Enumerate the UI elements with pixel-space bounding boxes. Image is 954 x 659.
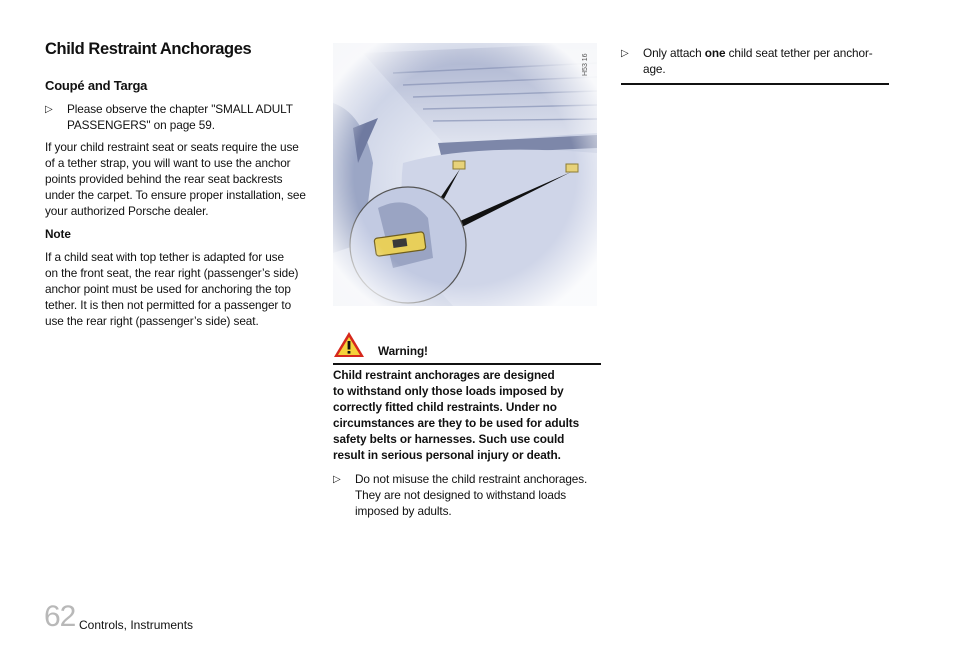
text-line: If a child seat with top tether is adapted for use <box>45 250 284 264</box>
text-run: Only attach <box>643 46 705 60</box>
bullet-triangle-icon: ▷ <box>621 48 629 59</box>
text-line: safety belts or harnesses. Such use could <box>333 432 565 446</box>
warning-divider <box>333 363 601 365</box>
emphasis-one: one <box>704 46 726 60</box>
bullet-text-line: imposed by adults. <box>355 504 452 518</box>
section-subtitle: Coupé and Targa <box>45 78 148 93</box>
paragraph-front-seat <box>45 249 325 329</box>
text-line: to withstand only those loads imposed by <box>333 384 564 398</box>
text-line: your authorized Porsche dealer. <box>45 204 209 218</box>
text-line: Child restraint anchorages are designed <box>333 368 555 382</box>
page-number: 62 <box>44 600 76 633</box>
bullet-text-line <box>643 45 873 61</box>
note-heading: Note <box>45 227 71 241</box>
warning-triangle-icon <box>333 331 365 358</box>
column-divider <box>621 83 889 85</box>
warning-label: Warning! <box>378 344 428 358</box>
text-line: circumstances are they to be used for adults <box>333 416 580 430</box>
bullet-do-not-misuse <box>333 471 603 519</box>
bullet-text-line: PASSENGERS" on page 59. <box>67 118 215 132</box>
text-line: use the rear right (passenger’s side) seat. <box>45 314 259 328</box>
text-line: anchor point must be used for anchoring the top <box>45 282 291 296</box>
anchor-illustration <box>333 43 597 306</box>
anchor-illustration-svg <box>333 43 597 306</box>
page-title: Child Restraint Anchorages <box>45 40 252 58</box>
text-line: points provided behind the rear seat backrests <box>45 172 283 186</box>
text-line: tether. It is then not permitted for a passenger to <box>45 298 292 312</box>
bullet-text-line: Do not misuse the child restraint anchorages. <box>355 472 588 486</box>
bullet-observe-chapter <box>45 101 315 133</box>
text-line: of a tether strap, you will want to use the anchor <box>45 156 291 170</box>
warning-text <box>333 367 603 463</box>
text-line: If your child restraint seat or seats require the use <box>45 140 299 154</box>
bullet-text-line: age. <box>643 62 666 76</box>
paragraph-tether-strap <box>45 139 325 219</box>
bullet-text-line: They are not designed to withstand loads <box>355 488 567 502</box>
bullet-triangle-icon: ▷ <box>45 104 53 115</box>
text-line: result in serious personal injury or death. <box>333 448 561 462</box>
text-line: under the carpet. To ensure proper installation, see <box>45 188 306 202</box>
text-run: child seat tether per anchor- <box>725 46 873 60</box>
bullet-triangle-icon: ▷ <box>333 474 341 485</box>
bullet-text-line: Please observe the chapter "SMALL ADULT <box>67 102 293 116</box>
footer-section: Controls, Instruments <box>79 618 194 632</box>
text-line: on the front seat, the rear right (passenger’s side) <box>45 266 299 280</box>
figure-code: H53 16 <box>582 53 589 77</box>
bullet-only-attach-one <box>621 45 889 77</box>
text-line: correctly fitted child restraints. Under no <box>333 400 557 414</box>
